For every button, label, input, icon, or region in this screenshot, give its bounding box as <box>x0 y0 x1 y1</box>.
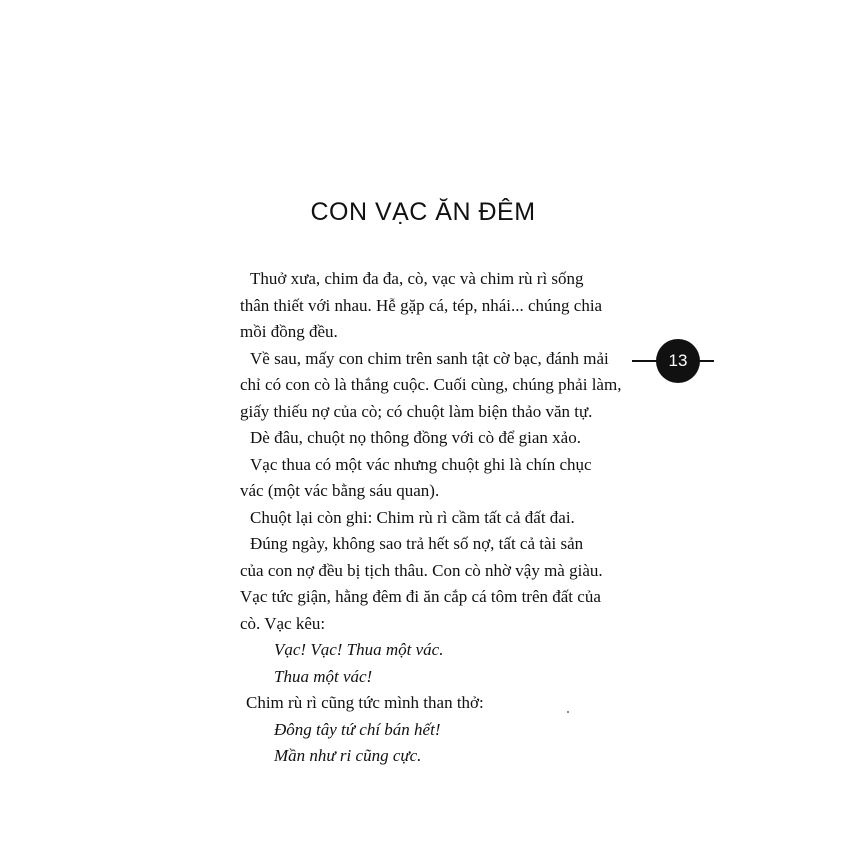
verse-line: Vạc! Vạc! Thua một vác. <box>274 640 444 659</box>
text-line: Dè đâu, chuột nọ thông đồng với cò để gian xảo. <box>250 428 581 447</box>
text-line-content: Thuở xưa, chim đa đa, cò, vạc và chim rù rì sống <box>250 269 584 288</box>
text-line: vác (một vác bằng sáu quan). <box>240 481 440 500</box>
text-line: Chuột lại còn ghi: Chim rù rì cầm tất cả đất đai. <box>250 507 575 527</box>
text-line <box>250 266 630 293</box>
text-line: Vạc thua có một vác nhưng chuột ghi là chín chục <box>250 454 592 474</box>
page-marker-rule-left <box>632 360 658 362</box>
story-text <box>240 266 630 770</box>
verse-line: Mần như ri cũng cực. <box>274 746 422 765</box>
text-line: giấy thiếu nợ của cò; có chuột làm biện thảo văn tự. <box>240 401 593 421</box>
text-line: thân thiết với nhau. Hễ gặp cá, tép, nhái... chúng chia <box>240 295 603 315</box>
text-line: Vạc tức giận, hằng đêm đi ăn cắp cá tôm trên đất của <box>240 587 601 606</box>
page-number-marker <box>632 339 714 383</box>
text-line: chỉ có con cò là thắng cuộc. Cuối cùng, chúng phải làm, <box>240 375 622 394</box>
page-number: 13 <box>656 339 700 383</box>
print-speck <box>567 711 569 713</box>
text-line: cò. Vạc kêu: <box>240 613 326 633</box>
verse-line: Đông tây tứ chí bán hết! <box>274 719 441 739</box>
verse-line: Thua một vác! <box>274 666 373 686</box>
text-line: Về sau, mấy con chim trên sanh tật cờ bạc, đánh mải <box>250 348 609 368</box>
text-line: Đúng ngày, không sao trả hết số nợ, tất cả tài sản <box>250 534 584 553</box>
chapter-title: CON VẠC ĂN ĐÊM <box>310 198 536 226</box>
text-line: mồi đồng đều. <box>240 322 338 341</box>
text-line: Chim rù rì cũng tức mình than thở: <box>246 693 484 712</box>
text-line: của con nợ đều bị tịch thâu. Con cò nhờ vậy mà giàu. <box>240 560 603 580</box>
